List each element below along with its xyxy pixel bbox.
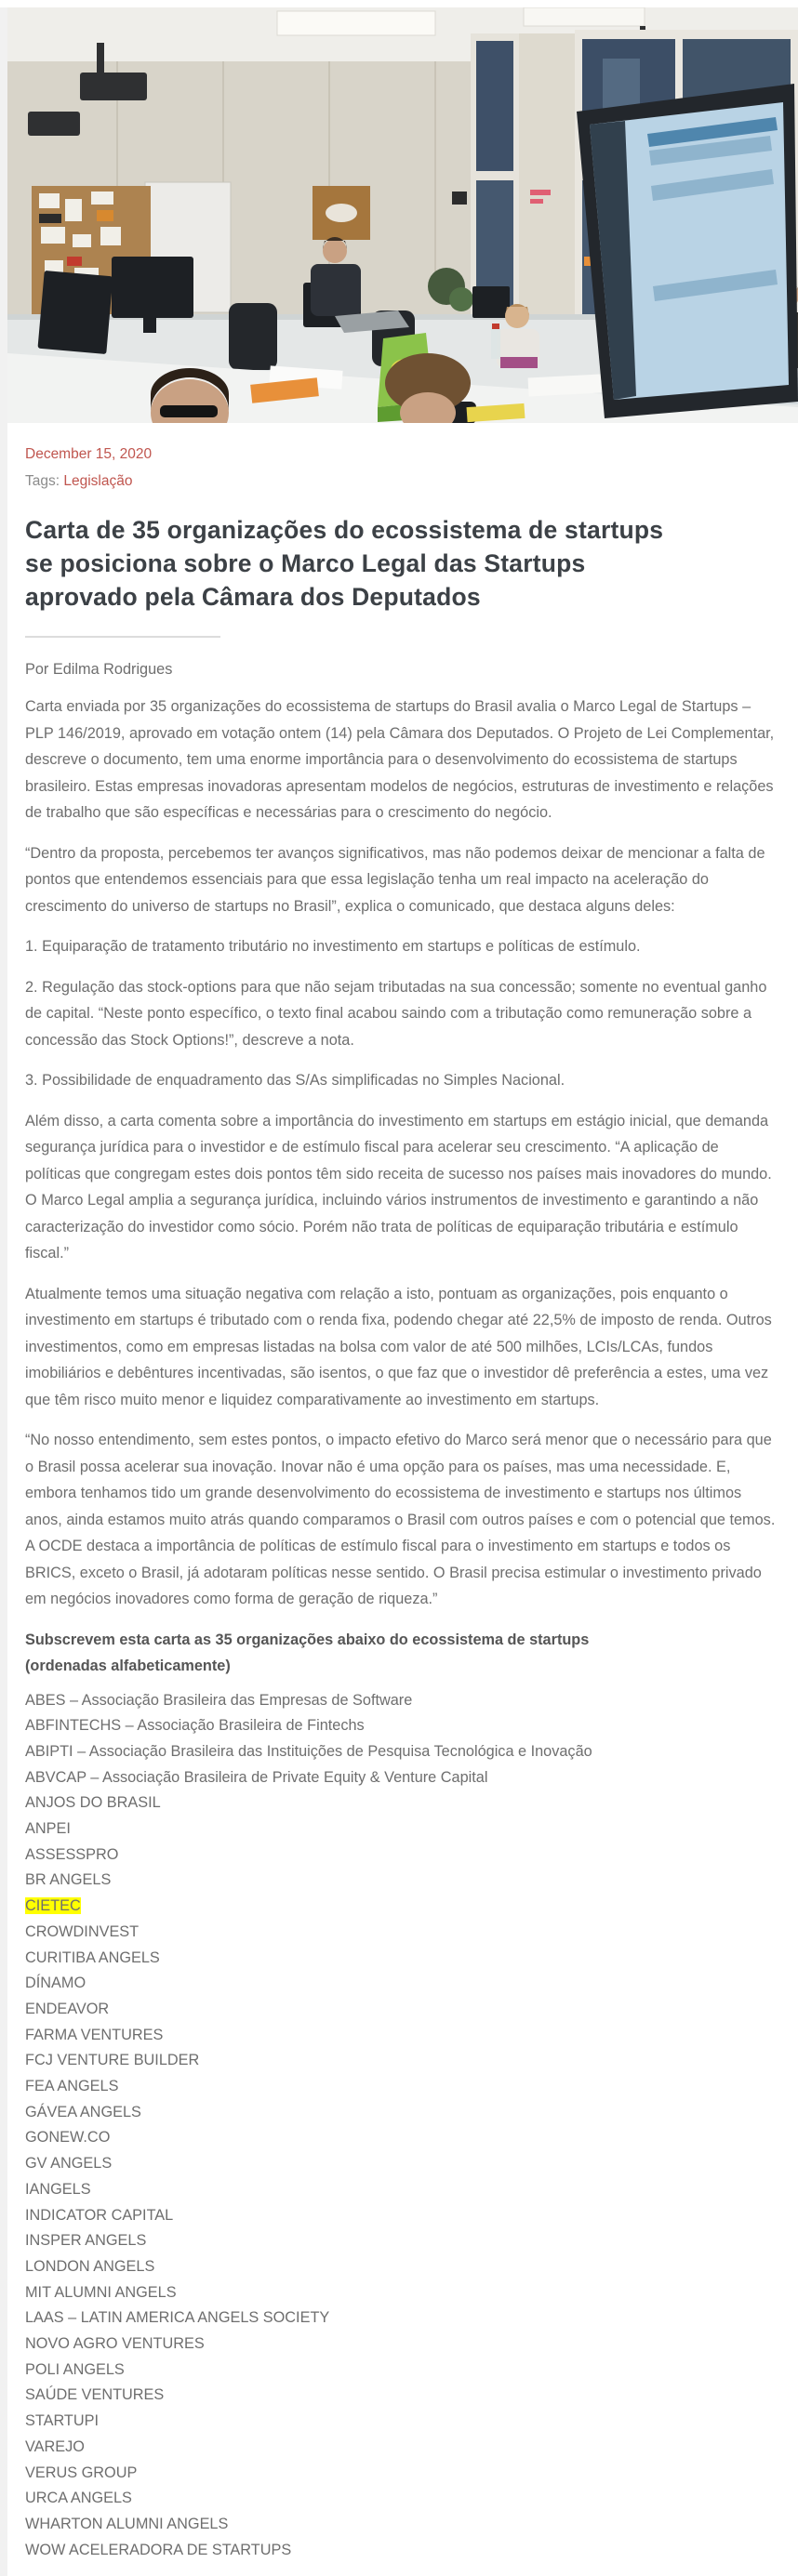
org-item: ABES – Associação Brasileira das Empresas de Software bbox=[25, 1691, 413, 1709]
org-item: ABVCAP – Associação Brasileira de Private Equity & Venture Capital bbox=[25, 1768, 488, 1786]
org-item: WOW ACELERADORA DE STARTUPS bbox=[25, 2541, 292, 2558]
byline: Por Edilma Rodrigues bbox=[25, 661, 173, 678]
org-item: URCA ANGELS bbox=[25, 2490, 132, 2507]
org-item: IANGELS bbox=[25, 2180, 91, 2198]
paragraph-3: 1. Equiparação de tratamento tributário no investimento em startups e políticas de estímulo. bbox=[25, 938, 641, 955]
organizations-list bbox=[25, 1688, 776, 2564]
article-page bbox=[7, 7, 798, 2563]
title-line-2: se posiciona sobre o Marco Legal das Startups bbox=[25, 549, 586, 577]
org-item: FEA ANGELS bbox=[25, 2078, 119, 2095]
org-item: FARMA VENTURES bbox=[25, 2026, 164, 2043]
post-date: December 15, 2020 bbox=[25, 446, 153, 462]
org-item: ENDEAVOR bbox=[25, 2000, 110, 2017]
org-item: FCJ VENTURE BUILDER bbox=[25, 2052, 200, 2069]
org-item: LAAS – LATIN AMERICA ANGELS SOCIETY bbox=[25, 2309, 330, 2327]
org-item: GV ANGELS bbox=[25, 2155, 113, 2173]
paragraph-5: 3. Possibilidade de enquadramento das S/As simplificadas no Simples Nacional. bbox=[25, 1072, 565, 1089]
org-item: LONDON ANGELS bbox=[25, 2257, 155, 2275]
org-item: STARTUPI bbox=[25, 2412, 100, 2430]
org-item: MIT ALUMNI ANGELS bbox=[25, 2283, 177, 2301]
tag-link-legislacao[interactable]: Legislação bbox=[63, 473, 133, 489]
org-item: GONEW.CO bbox=[25, 2129, 111, 2147]
org-item: ANJOS DO BRASIL bbox=[25, 1794, 161, 1812]
title-line-3: aprovado pela Câmara dos Deputados bbox=[25, 583, 481, 611]
org-item: ANPEI bbox=[25, 1820, 71, 1838]
org-item: ABIPTI – Associação Brasileira das Instituições de Pesquisa Tecnológica e Inovação bbox=[25, 1742, 592, 1760]
paragraph-6: Além disso, a carta comenta sobre a importância do investimento em startups em estágio inicial, que demanda segurança jurídica para o investidor e de estímulo fiscal para acelerar seu crescimento. “A aplicação de políticas que congregam estes dois pontos têm sido receita de sucesso nos países mais inovadores do mundo. O Marco Legal amplia a segurança jurídica, incluindo vários instrumentos de investimento e garantindo a não caracterização do investidor como sócio. Porém não trata de políticas de equiparação tributária e estímulo fiscal.” bbox=[25, 1112, 772, 1262]
tags-label: Tags: bbox=[25, 473, 64, 489]
signatories-heading-line-1: Subscrevem esta carta as 35 organizações abaixo do ecossistema de startups bbox=[25, 1631, 590, 1648]
paragraph-8: “No nosso entendimento, sem estes pontos, o impacto efetivo do Marco será menor que o necessário para que o Brasil possa acelerar sua inovação. Inovar não é uma opção para os países, mas uma necessidade. E, embora tenhamos tido um grande desenvolvimento do ecossistema de investimento e startups nos últimos anos, ainda estamos muito atrás quando comparamos o Brasil com outros países e com o potencial que temos. A OCDE destaca a importância de políticas de estímulo fiscal para o investimento em startups e todos os BRICS, exceto o Brasil, já adotaram políticas nesse sentido. O Brasil precisa estimular o investimento privado em negócios inovadores como forma de geração de riqueza.” bbox=[25, 1432, 776, 1607]
paragraph-7: Atualmente temos uma situação negativa com relação a isto, pontuam as organizações, pois enquanto o investimento em startups é tributado com o renda fixa, podendo chegar até 22,5% de imposto de renda. Outros investimentos, como em empresas listadas na bolsa com valor de até 500 milhões, LCIs/LCAs, fundos imobiliários e debêntures incentivadas, são isentos, o que faz que o investidor dê preferência a estes, uma vez que têm risco muito menor e liquidez comparativamente ao investimento em startups. bbox=[25, 1285, 772, 1408]
org-item: WHARTON ALUMNI ANGELS bbox=[25, 2516, 229, 2532]
org-item: INSPER ANGELS bbox=[25, 2232, 147, 2250]
org-item: SAÚDE VENTURES bbox=[25, 2386, 165, 2404]
hero-image bbox=[7, 7, 798, 423]
article-title bbox=[25, 513, 776, 614]
org-item: POLI ANGELS bbox=[25, 2360, 125, 2378]
org-item: ABFINTECHS – Associação Brasileira de Fintechs bbox=[25, 1717, 365, 1735]
signatories-heading bbox=[25, 1627, 776, 1679]
signatories-heading-line-2: (ordenadas alfabeticamente) bbox=[25, 1657, 231, 1674]
org-item: GÁVEA ANGELS bbox=[25, 2103, 141, 2120]
org-item: NOVO AGRO VENTURES bbox=[25, 2335, 205, 2353]
org-item: VAREJO bbox=[25, 2437, 85, 2455]
paragraph-1: Carta enviada por 35 organizações do ecossistema de startups do Brasil avalia o Marco Legal de Startups – PLP 146/2019, aprovado em votação ontem (14) pela Câmara dos Deputados. O Projeto de Lei Complementar, descreve o documento, tem uma enorme importância para o desenvolvimento do ecossistema de startups brasileiro. Estas empresas inovadoras apresentam modelos de negócios, estruturas de investimento e relações de trabalho que são específicas e necessárias para o crescimento do negócio. bbox=[25, 698, 775, 821]
title-divider bbox=[25, 636, 220, 638]
tags-row bbox=[25, 472, 776, 491]
page-gutter bbox=[0, 7, 7, 2576]
org-item: CURITIBA ANGELS bbox=[25, 1949, 160, 1966]
org-item: VERUS GROUP bbox=[25, 2464, 138, 2481]
org-item: BR ANGELS bbox=[25, 1871, 112, 1889]
title-line-1: Carta de 35 organizações do ecossistema de startups bbox=[25, 516, 664, 544]
org-item: DÍNAMO bbox=[25, 1975, 86, 1992]
paragraph-2: “Dentro da proposta, percebemos ter avanços significativos, mas não podemos deixar de mencionar a falta de pontos que entendemos essenciais para que essa legislação tenha um real impacto na aceleração do crescimento do universo de startups no Brasil”, explica o comunicado, que destaca alguns deles: bbox=[25, 844, 765, 915]
org-item: ASSESSPRO bbox=[25, 1845, 119, 1863]
paragraph-4: 2. Regulação das stock-options para que não sejam tributadas na sua concessão; somente no eventual ganho de capital. “Neste ponto específico, o texto final acabou saindo com a tributação como remuneração sobre a concessão das Stock Options!”, descreve a nota. bbox=[25, 978, 767, 1049]
org-item: CIETEC bbox=[25, 1897, 81, 1915]
org-item: INDICATOR CAPITAL bbox=[25, 2206, 174, 2224]
org-item: CROWDINVEST bbox=[25, 1922, 140, 1940]
office-photo-illustration bbox=[7, 7, 798, 423]
article-body bbox=[7, 423, 798, 2563]
